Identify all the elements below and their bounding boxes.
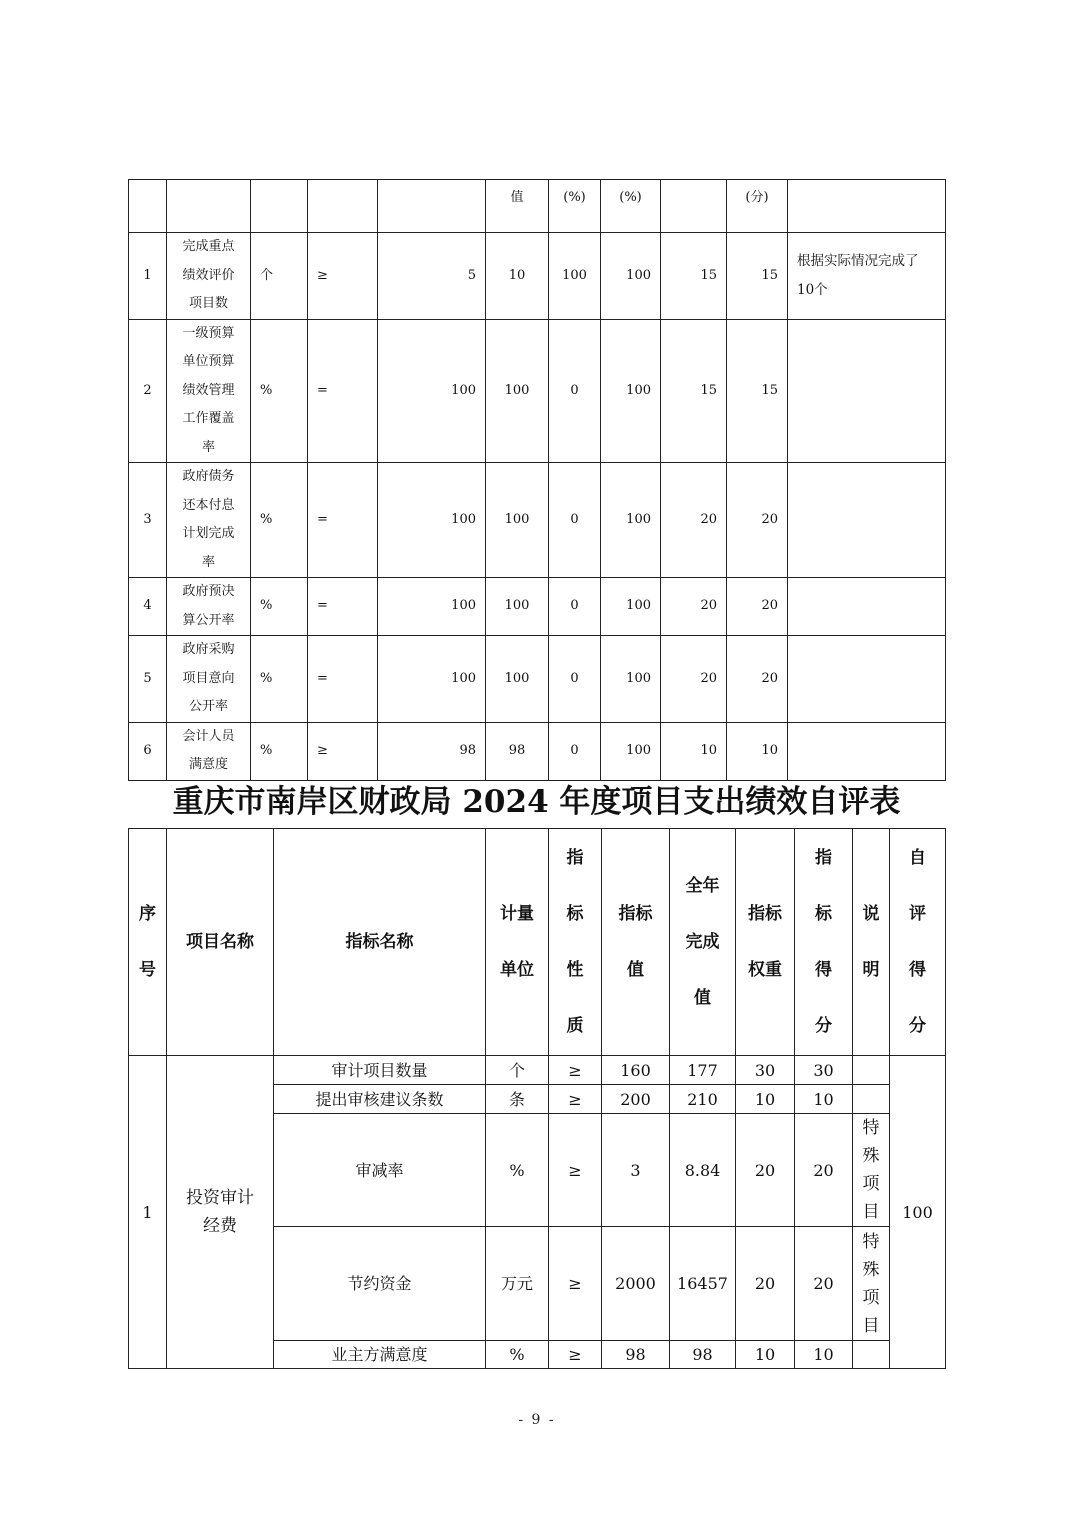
target-value: 3 xyxy=(602,1114,670,1227)
percent-b: 100 xyxy=(601,636,661,723)
remark xyxy=(853,1056,890,1085)
weight: 15 xyxy=(661,319,727,463)
project-self-evaluation-table xyxy=(128,828,946,1369)
remark-char: 项 xyxy=(862,1174,880,1194)
row-number: 3 xyxy=(129,463,167,578)
nature: ≥ xyxy=(549,1114,602,1227)
actual-value: 100 xyxy=(486,463,549,578)
note xyxy=(788,233,946,320)
indicator-name: 节约资金 xyxy=(274,1227,486,1341)
cell xyxy=(167,180,251,233)
project-name-line: 经费 xyxy=(203,1216,237,1236)
remark-char: 殊 xyxy=(862,1146,880,1166)
score: 15 xyxy=(727,233,788,320)
unit: % xyxy=(486,1341,549,1369)
nature: = xyxy=(308,578,378,636)
target-value: 100 xyxy=(378,319,486,463)
remark-char: 特 xyxy=(862,1231,880,1252)
actual-value: 98 xyxy=(670,1341,736,1369)
header-seq: 序 号 xyxy=(129,829,167,1056)
header-fragment-percent: (%) xyxy=(601,180,661,233)
unit: % xyxy=(251,722,308,780)
nature: = xyxy=(308,636,378,723)
indicator-row xyxy=(129,463,946,578)
indicator-name-line: 项目数 xyxy=(188,296,228,311)
table2-header-row xyxy=(129,829,946,1056)
remark-char: 项 xyxy=(862,1287,880,1308)
indicator-name-line: 项目意向 xyxy=(182,670,235,686)
remark xyxy=(853,1085,890,1114)
note xyxy=(788,319,946,463)
percent-a: 0 xyxy=(549,722,601,780)
nature: ≥ xyxy=(308,233,378,320)
header-score: 指 标 得 分 xyxy=(795,829,853,1056)
score: 20 xyxy=(727,463,788,578)
row-number: 1 xyxy=(129,233,167,320)
weight: 20 xyxy=(736,1227,795,1341)
percent-a: 100 xyxy=(549,233,601,320)
project-name xyxy=(167,1056,274,1369)
actual-value: 177 xyxy=(670,1056,736,1085)
header-self-score: 自 评 得 分 xyxy=(890,829,946,1056)
unit: % xyxy=(251,463,308,578)
table1-header-continuation xyxy=(129,180,946,233)
unit: % xyxy=(251,319,308,463)
weight: 30 xyxy=(736,1056,795,1085)
self-score: 100 xyxy=(890,1056,946,1369)
project-seq: 1 xyxy=(129,1056,167,1369)
indicator-name-line: 率 xyxy=(201,554,215,570)
unit: % xyxy=(486,1114,549,1227)
row-number: 5 xyxy=(129,636,167,723)
note xyxy=(788,463,946,578)
indicator-row xyxy=(129,233,946,320)
percent-b: 100 xyxy=(601,463,661,578)
actual-value: 100 xyxy=(486,319,549,463)
score: 30 xyxy=(795,1056,853,1085)
indicator-name xyxy=(167,636,251,723)
weight: 20 xyxy=(661,578,727,636)
weight: 15 xyxy=(661,233,727,320)
indicator-name-line: 满意度 xyxy=(188,757,228,772)
indicator-name-line: 公开率 xyxy=(188,699,228,714)
page-title: 重庆市南岸区财政局 2024 年度项目支出绩效自评表 xyxy=(172,784,901,820)
indicator-row xyxy=(129,722,946,780)
header-project-name: 项目名称 xyxy=(167,829,274,1056)
percent-a: 0 xyxy=(549,463,601,578)
unit: 万元 xyxy=(486,1227,549,1341)
row-number: 4 xyxy=(129,578,167,636)
indicator-name: 提出审核建议条数 xyxy=(274,1085,486,1114)
cell xyxy=(661,180,727,233)
indicator-name xyxy=(167,578,251,636)
remark-char: 殊 xyxy=(862,1259,880,1280)
header-weight: 指标 权重 xyxy=(736,829,795,1056)
indicator-name-line: 一级预算 xyxy=(182,325,235,341)
indicator-name xyxy=(167,463,251,578)
percent-b: 100 xyxy=(601,578,661,636)
indicator-name-line: 计划完成 xyxy=(182,526,235,541)
cell xyxy=(129,180,167,233)
target-value: 100 xyxy=(378,578,486,636)
header-fragment-points: (分) xyxy=(727,180,788,233)
percent-b: 100 xyxy=(601,233,661,320)
indicator-name-line: 率 xyxy=(201,439,215,455)
remark xyxy=(853,1227,890,1341)
score: 10 xyxy=(795,1341,853,1369)
unit: % xyxy=(251,578,308,636)
percent-b: 100 xyxy=(601,722,661,780)
score: 20 xyxy=(795,1227,853,1341)
score: 20 xyxy=(795,1114,853,1227)
unit: % xyxy=(251,636,308,723)
percent-b: 100 xyxy=(601,319,661,463)
nature: ≥ xyxy=(549,1227,602,1341)
indicator-name xyxy=(167,319,251,463)
indicator-row xyxy=(129,578,946,636)
nature: = xyxy=(308,463,378,578)
target-value: 98 xyxy=(602,1341,670,1369)
note xyxy=(788,722,946,780)
header-unit: 计量 单位 xyxy=(486,829,549,1056)
nature: ≥ xyxy=(308,722,378,780)
page-number: - 9 - xyxy=(518,1412,556,1428)
unit: 条 xyxy=(486,1085,549,1114)
unit: 个 xyxy=(251,233,308,320)
actual-value: 100 xyxy=(486,578,549,636)
cell xyxy=(251,180,308,233)
header-indicator-name: 指标名称 xyxy=(274,829,486,1056)
target-value: 2000 xyxy=(602,1227,670,1341)
indicator-name-line: 完成重点 xyxy=(182,239,235,254)
header-actual: 全年 完成 值 xyxy=(670,829,736,1056)
nature: ≥ xyxy=(549,1056,602,1085)
row-number: 2 xyxy=(129,319,167,463)
project-name-line: 投资审计 xyxy=(186,1188,254,1208)
score: 10 xyxy=(795,1085,853,1114)
indicator-name-line: 会计人员 xyxy=(182,728,235,744)
indicator-name xyxy=(167,233,251,320)
weight: 20 xyxy=(661,463,727,578)
cell xyxy=(788,180,946,233)
actual-value: 100 xyxy=(486,636,549,723)
unit: 个 xyxy=(486,1056,549,1085)
actual-value: 210 xyxy=(670,1085,736,1114)
header-target: 指标 值 xyxy=(602,829,670,1056)
percent-a: 0 xyxy=(549,578,601,636)
actual-value: 98 xyxy=(486,722,549,780)
note xyxy=(788,636,946,723)
score: 20 xyxy=(727,636,788,723)
indicator-name xyxy=(167,722,251,780)
percent-a: 0 xyxy=(549,636,601,723)
note-line: 10个 xyxy=(797,281,828,298)
indicator-name-line: 算公开率 xyxy=(182,612,235,628)
remark xyxy=(853,1114,890,1227)
project-indicator-row xyxy=(129,1056,946,1085)
target-value: 200 xyxy=(602,1085,670,1114)
nature: ≥ xyxy=(549,1341,602,1369)
remark-char: 特 xyxy=(862,1118,880,1138)
actual-value: 10 xyxy=(486,233,549,320)
target-value: 160 xyxy=(602,1056,670,1085)
weight: 20 xyxy=(736,1114,795,1227)
indicator-name: 审减率 xyxy=(274,1114,486,1227)
remark-char: 目 xyxy=(862,1315,880,1336)
percent-a: 0 xyxy=(549,319,601,463)
score: 10 xyxy=(727,722,788,780)
indicator-name-line: 还本付息 xyxy=(182,497,235,513)
indicator-name-line: 工作覆盖 xyxy=(182,411,235,426)
target-value: 5 xyxy=(378,233,486,320)
weight: 10 xyxy=(736,1341,795,1369)
nature: ≥ xyxy=(549,1085,602,1114)
indicator-name-line: 政府债务 xyxy=(182,469,235,484)
target-value: 100 xyxy=(378,636,486,723)
header-nature: 指 标 性 质 xyxy=(549,829,602,1056)
indicator-name: 审计项目数量 xyxy=(274,1056,486,1085)
indicator-row xyxy=(129,636,946,723)
cell xyxy=(378,180,486,233)
indicator-name-line: 单位预算 xyxy=(182,354,235,369)
weight: 10 xyxy=(661,722,727,780)
indicator-table-continued xyxy=(128,179,946,781)
header-fragment-percent: (%) xyxy=(549,180,601,233)
cell xyxy=(308,180,378,233)
score: 20 xyxy=(727,578,788,636)
weight: 10 xyxy=(736,1085,795,1114)
header-fragment-value: 值 xyxy=(486,180,549,233)
remark-char: 目 xyxy=(862,1202,880,1222)
nature: = xyxy=(308,319,378,463)
note-line: 根据实际情况完成了 xyxy=(797,252,919,269)
note xyxy=(788,578,946,636)
actual-value: 8.84 xyxy=(670,1114,736,1227)
weight: 20 xyxy=(661,636,727,723)
indicator-name-line: 绩效评价 xyxy=(182,267,235,283)
indicator-name-line: 政府预决 xyxy=(182,584,235,599)
indicator-name-line: 绩效管理 xyxy=(182,382,235,398)
target-value: 100 xyxy=(378,463,486,578)
row-number: 6 xyxy=(129,722,167,780)
indicator-name-line: 政府采购 xyxy=(182,642,235,657)
actual-value: 16457 xyxy=(670,1227,736,1341)
indicator-name: 业主方满意度 xyxy=(274,1341,486,1369)
header-remark: 说 明 xyxy=(853,829,890,1056)
indicator-row xyxy=(129,319,946,463)
target-value: 98 xyxy=(378,722,486,780)
remark xyxy=(853,1341,890,1369)
score: 15 xyxy=(727,319,788,463)
